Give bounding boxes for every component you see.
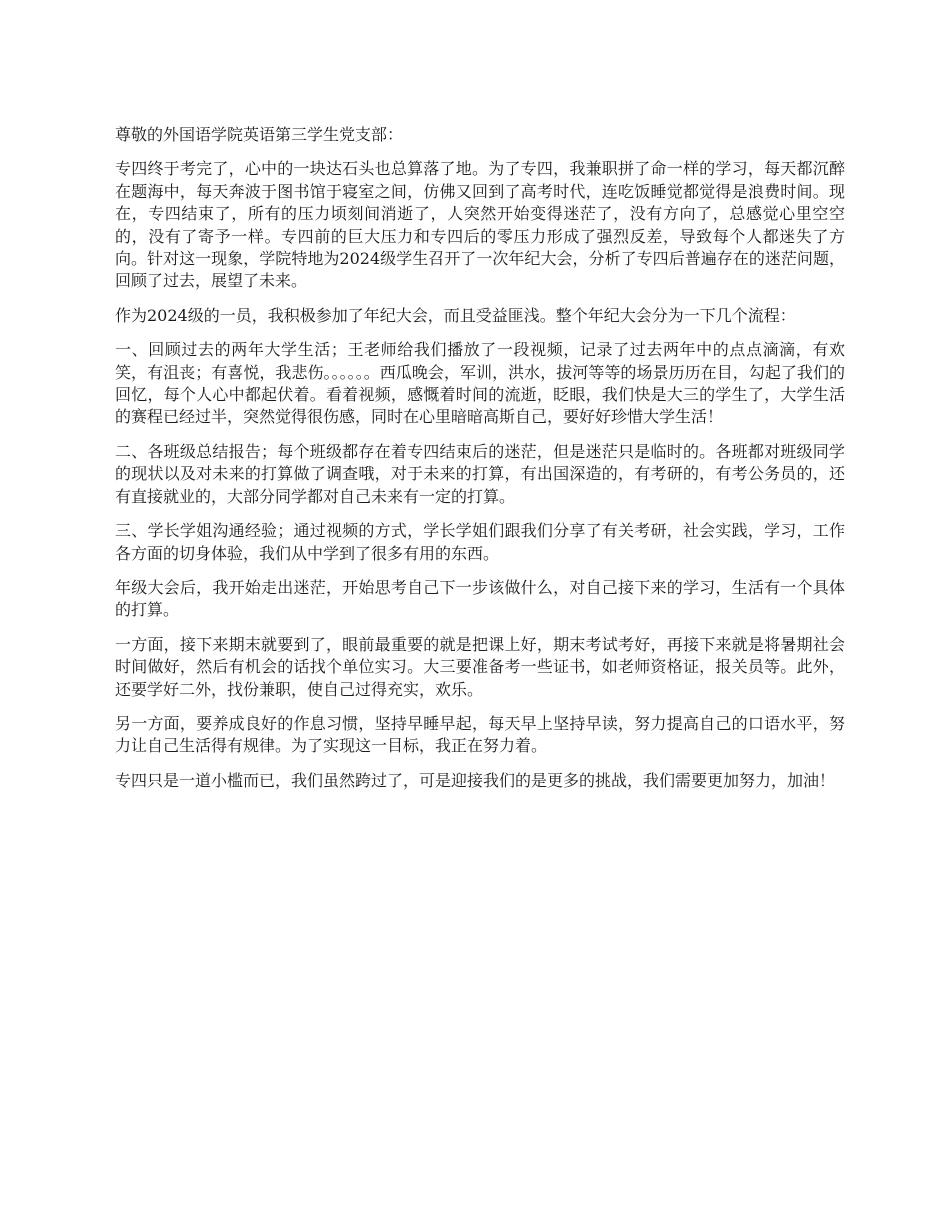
paragraph-after-meeting: 年级大会后，我开始走出迷茫，开始思考自己下一步该做什么，对自己接下来的学习，生活有一个具体的打算。 (115, 577, 845, 620)
paragraph-intro: 专四终于考完了，心中的一块达石头也总算落了地。为了专四，我兼职拼了命一样的学习，每天都沉醉在题海中，每天奔波于图书馆于寝室之间，仿佛又回到了高考时代，连吃饭睡觉都觉得是浪费时间。现在，专四结束了，所有的压力顷刻间消逝了，人突然开始变得迷茫了，没有方向了，总感觉心里空空的，没有了寄予一样。专四前的巨大压力和专四后的零压力形成了强烈反差，导致每个人都迷失了方向。针对这一现象，学院特地为2024级学生召开了一次年纪大会，分析了专四后普遍存在的迷茫问题，回顾了过去，展望了未来。 (115, 159, 845, 291)
letter-body (115, 124, 845, 804)
paragraph-seniors-experience: 三、学长学姐沟通经验；通过视频的方式，学长学姐们跟我们分享了有关考研，社会实践，学习，工作各方面的切身体验，我们从中学到了很多有用的东西。 (115, 521, 845, 563)
paragraph-plan-one: 一方面，接下来期末就要到了，眼前最重要的就是把课上好，期末考试考好，再接下来就是将暑期社会时间做好，然后有机会的话找个单位实习。大三要准备考一些证书，如老师资格证，报关员等。此外，还要学好二外，找份兼职，使自己过得充实，欢乐。 (115, 634, 845, 699)
salutation: 尊敬的外国语学院英语第三学生党支部： (115, 125, 404, 144)
paragraph-review-past: 一、回顾过去的两年大学生活；王老师给我们播放了一段视频，记录了过去两年中的点点滴滴，有欢笑，有沮丧；有喜悦，我悲伤。。。。。。西瓜晚会，军训，洪水，拔河等等的场景历历在目，勾起了我们的回忆，每个人心中都起伏着。看着视频，感慨着时间的流逝，眨眼，我们快是大三的学生了，大学生活的赛程已经过半，突然觉得很伤感，同时在心里暗暗高斯自己，要好好珍惜大学生活！ (115, 340, 845, 427)
paragraph-class-reports: 二、各班级总结报告；每个班级都存在着专四结束后的迷茫，但是迷茫只是临时的。各班都对班级同学的现状以及对未来的打算做了调查哦，对于未来的打算，有出国深造的，有考研的，有考公务员的，还有直接就业的，大部分同学都对自己未来有一定的打算。 (115, 441, 845, 506)
paragraph-conclusion: 专四只是一道小槛而已，我们虽然跨过了，可是迎接我们的是更多的挑战，我们需要更加努力，加油！ (115, 770, 836, 790)
paragraph-plan-two: 另一方面，要养成良好的作息习惯，坚持早睡早起，每天早上坚持早读，努力提高自己的口语水平，努力让自己生活得有规律。为了实现这一目标，我正在努力着。 (115, 713, 845, 756)
paragraph-meeting: 作为2024级的一员，我积极参加了年纪大会，而且受益匪浅。整个年纪大会分为一下几个流程： (115, 305, 796, 325)
